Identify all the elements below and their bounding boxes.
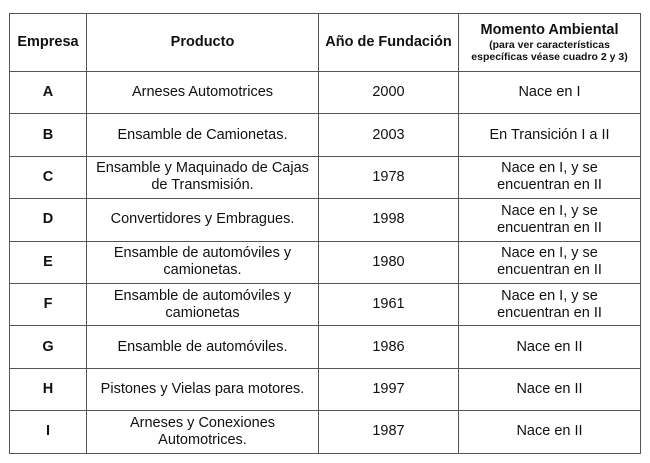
cell-producto: Ensamble de automóviles y camionetas (87, 283, 319, 325)
cell-producto: Convertidores y Embragues. (87, 199, 319, 241)
cell-producto: Ensamble de Camionetas. (87, 114, 319, 156)
cell-momento: Nace en I (459, 72, 641, 114)
cell-momento: Nace en I, y se encuentran en II (459, 199, 641, 241)
cell-anio: 2003 (319, 114, 459, 156)
cell-anio: 1997 (319, 368, 459, 410)
cell-producto: Arneses Automotrices (87, 72, 319, 114)
cell-momento: Nace en I, y se encuentran en II (459, 283, 641, 325)
cell-empresa: E (10, 241, 87, 283)
table-row (10, 199, 641, 241)
table-row (10, 368, 641, 410)
header-momento-title: Momento Ambiental (480, 22, 619, 38)
cell-momento: Nace en II (459, 326, 641, 368)
cell-anio: 1987 (319, 411, 459, 453)
table-row (10, 283, 641, 325)
cell-momento: Nace en II (459, 411, 641, 453)
table-row (10, 72, 641, 114)
companies-table (9, 13, 641, 454)
cell-empresa: B (10, 114, 87, 156)
table-row (10, 326, 641, 368)
cell-anio: 1961 (319, 283, 459, 325)
table-row (10, 241, 641, 283)
header-momento (459, 14, 641, 72)
table-row (10, 114, 641, 156)
cell-producto: Ensamble de automóviles y camionetas. (87, 241, 319, 283)
cell-empresa: F (10, 283, 87, 325)
cell-empresa: A (10, 72, 87, 114)
cell-empresa: G (10, 326, 87, 368)
cell-momento: Nace en I, y se encuentran en II (459, 156, 641, 198)
cell-anio: 1980 (319, 241, 459, 283)
cell-producto: Ensamble de automóviles. (87, 326, 319, 368)
cell-anio: 2000 (319, 72, 459, 114)
cell-anio: 1998 (319, 199, 459, 241)
table-row (10, 156, 641, 198)
table-row (10, 411, 641, 453)
cell-empresa: I (10, 411, 87, 453)
cell-producto: Pistones y Vielas para motores. (87, 368, 319, 410)
cell-momento: Nace en II (459, 368, 641, 410)
cell-anio: 1978 (319, 156, 459, 198)
header-row (10, 14, 641, 72)
header-empresa: Empresa (10, 14, 87, 72)
cell-momento: En Transición I a II (459, 114, 641, 156)
cell-momento: Nace en I, y se encuentran en II (459, 241, 641, 283)
table-wrapper (9, 13, 641, 454)
cell-empresa: H (10, 368, 87, 410)
cell-producto: Ensamble y Maquinado de Cajas de Transmisión. (87, 156, 319, 198)
cell-empresa: C (10, 156, 87, 198)
cell-anio: 1986 (319, 326, 459, 368)
cell-producto: Arneses y Conexiones Automotrices. (87, 411, 319, 453)
cell-empresa: D (10, 199, 87, 241)
header-anio: Año de Fundación (319, 14, 459, 72)
header-momento-subtitle: (para ver características específicas véase cuadro 2 y 3) (471, 39, 628, 63)
header-producto: Producto (87, 14, 319, 72)
